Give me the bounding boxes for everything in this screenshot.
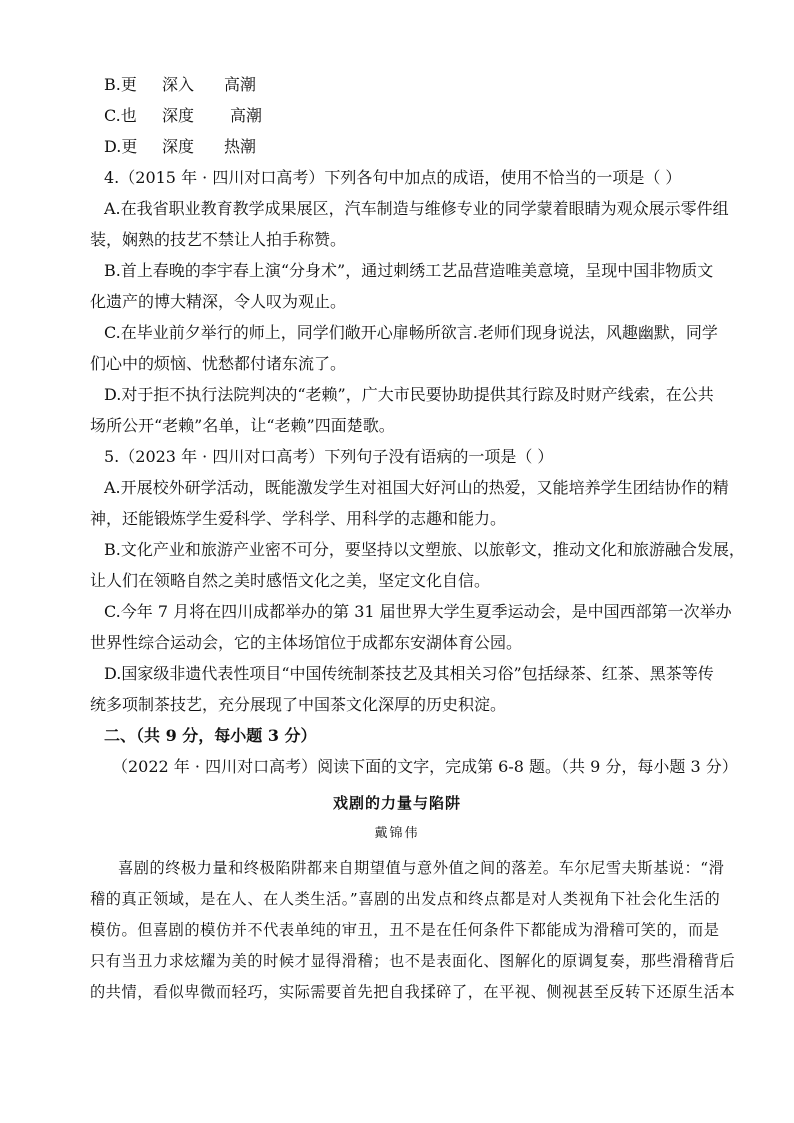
q4-option-a: A.在我省职业教育教学成果展区，汽车制造与维修专业的同学蒙着眼睛为观众展示零件组 [104,199,729,218]
option-c-prev [104,105,262,127]
q5-stem: 5.（2023 年 · 四川对口高考）下列句子没有语病的一项是（ ） [104,447,554,466]
option-word: 深入 [162,75,195,94]
q5-option-d: D.国家级非遗代表性项目“中国传统制茶技艺及其相关习俗”包括绿茶、红茶、黑茶等传 [104,664,714,683]
essay-line: 模仿。但喜剧的模仿并不代表单纯的审丑，丑不是在任何条件下都能成为滑稽可笑的，而是 [90,921,720,939]
q5-option-b-cont: 让人们在领略自然之美时感悟文化之美，坚定文化自信。 [90,571,491,590]
essay-author: 戴锦伟 [374,826,420,841]
section-intro: （2022 年 · 四川对口高考）阅读下面的文字，完成第 6-8 题。（共 9 分，每小题 3 分） [112,757,738,776]
option-letter: B.更 [104,75,137,94]
q5-option-c: C.今年 7 月将在四川成都举办的第 31 届世界大学生夏季运动会，是中国西部第一次举办 [104,602,732,621]
q4-option-d-cont: 场所公开“老赖”名单，让“老赖”四面楚歌。 [90,416,395,435]
q5-option-b: B.文化产业和旅游产业密不可分，要坚持以文塑旅、以旅彰文，推动文化和旅游融合发展， [104,540,745,559]
option-word: 高潮 [224,75,257,94]
q5-option-a-cont: 神，还能锻炼学生爱科学、学科学、用科学的志趣和能力。 [90,509,507,528]
q4-option-b-cont: 化遗产的博大精深，令人叹为观止。 [90,292,347,311]
q4-option-c-cont: 们心中的烦恼、忧愁都付诸东流了。 [90,354,347,373]
q5-option-c-cont: 世界性综合运动会，它的主体场馆位于成都东安湖体育公园。 [90,633,523,652]
option-d-prev [104,136,256,158]
essay-line: 稽的真正领域，是在人、在人类生活。”喜剧的出发点和终点都是对人类视角下社会化生活的 [90,890,721,908]
q4-option-c: C.在毕业前夕举行的师上，同学们敞开心扉畅所欲言.老师们现身说法，风趣幽默，同学 [104,323,718,342]
q5-option-a: A.开展校外研学活动，既能激发学生对祖国大好河山的热爱，又能培养学生团结协作的精 [104,478,729,497]
q4-option-b: B.首上春晚的李宇春上演“分身术”，通过刺绣工艺品营造唯美意境，呈现中国非物质文 [104,261,714,280]
essay-line: 的共情，看似卑微而轻巧，实际需要首先把自我揉碎了，在平视、侧视甚至反转下还原生活本 [90,983,736,1001]
option-b-prev [104,74,256,96]
section-heading: 二、（共 9 分，每小题 3 分） [104,726,317,745]
essay-title: 戏剧的力量与陷阱 [332,794,461,812]
q5-option-d-cont: 统多项制茶技艺，充分展现了中国茶文化深厚的历史积淀。 [90,695,507,714]
option-word: 热潮 [224,137,257,156]
essay-line: 只有当丑力求炫耀为美的时候才显得滑稽；也不是表面化、图解化的原调复奏，那些滑稽背后 [90,952,736,970]
essay-line: 喜剧的终极力量和终极陷阱都来自期望值与意外值之间的落差。车尔尼雪夫斯基说：“滑 [118,859,725,877]
q4-option-a-cont: 装，娴熟的技艺不禁让人拍手称赞。 [90,230,347,249]
option-letter: C.也 [104,106,137,125]
option-letter: D.更 [104,137,138,156]
option-word: 深度 [162,106,195,125]
q4-stem: 4.（2015 年 · 四川对口高考）下列各句中加点的成语，使用不恰当的一项是（ ） [104,168,682,187]
option-word: 高潮 [230,106,263,125]
q4-option-d: D.对于拒不执行法院判决的“老赖”，广大市民要协助提供其行踪及时财产线索，在公共 [104,385,714,404]
option-word: 深度 [162,137,195,156]
